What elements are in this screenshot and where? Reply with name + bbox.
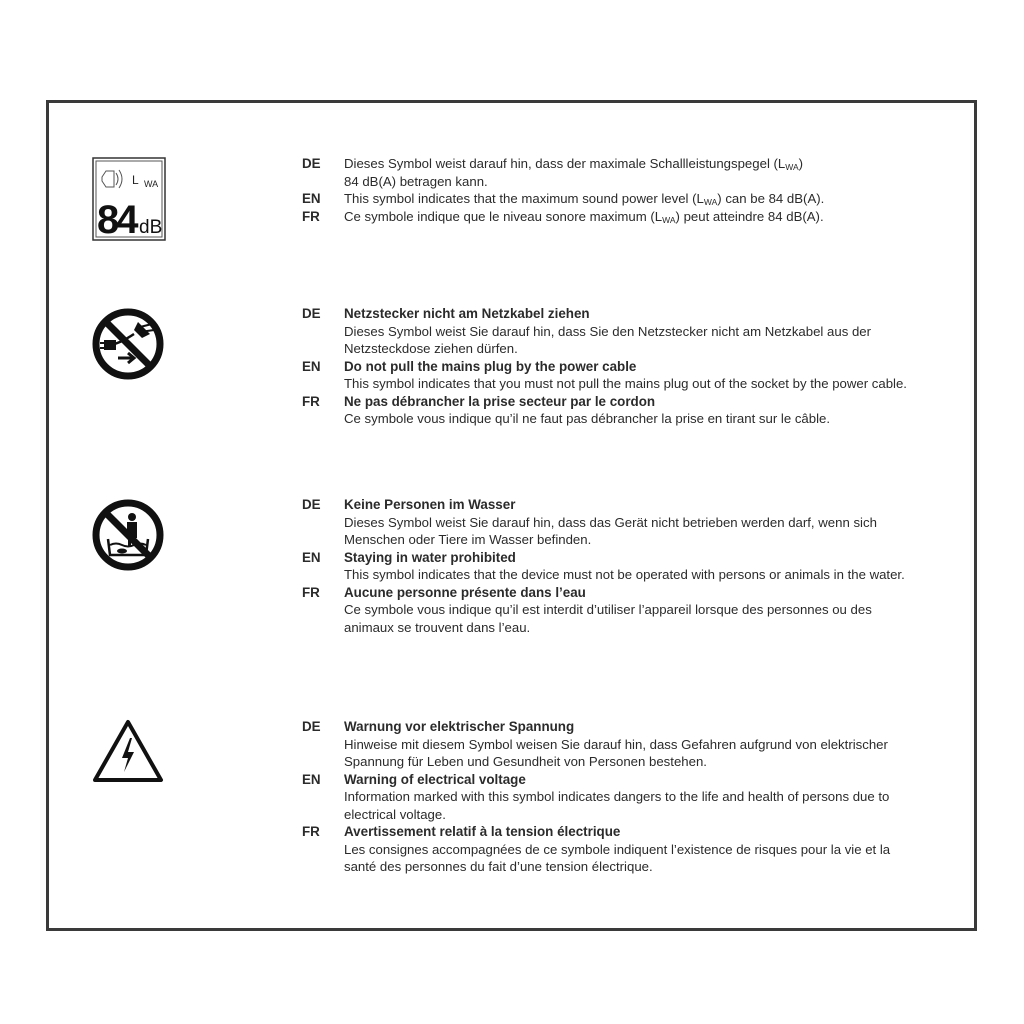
no-persons-water-text [302,496,972,636]
lang-code: EN [302,191,321,206]
entry-title: Aucune personne présente dans l’eau [344,584,586,600]
body-text: animaux se trouvent dans l’eau. [344,619,531,635]
entry-title: Netzstecker nicht am Netzkabel ziehen [344,306,590,321]
body-text: Netzsteckdose ziehen dürfen. [344,341,518,356]
body-text: ) peut atteindre 84 dB(A). [675,208,824,224]
entry-fr [302,584,972,637]
body-text: Menschen oder Tiere im Wasser befinden. [344,532,592,547]
entry-de [302,155,972,190]
lang-code: DE [302,497,321,512]
body-text: Dieses Symbol weist Sie darauf hin, dass Sie den Netzstecker nicht am Netzkabel aus der [344,323,872,339]
entry-title: Keine Personen im Wasser [344,497,516,512]
entry-de [302,305,972,358]
subscript: WA [703,197,718,207]
electrical-voltage-warning-icon [92,718,164,784]
no-persons-in-water-icon [92,499,164,571]
entry-fr [302,823,972,876]
lang-code: EN [302,771,321,787]
entry-en [302,549,972,584]
body-text: Hinweise mit diesem Symbol weisen Sie darauf hin, dass Gefahren aufgrund von elektrischer [344,736,888,752]
entry-de [302,496,972,549]
entry-title: Ne pas débrancher la prise secteur par le cordon [344,393,656,409]
body-text: electrical voltage. [344,806,446,822]
sound-power-level-icon [92,157,166,241]
lang-code: DE [302,719,321,734]
entry-title: Warnung vor elektrischer Spannung [344,719,575,734]
lang-code: FR [302,393,320,409]
entry-de [302,718,972,771]
entry-fr [302,393,972,428]
body-text: Les consignes accompagnées de ce symbole indiquent l’existence de risques pour la vie et la [344,841,891,857]
electrical-warning-text [302,718,972,876]
no-pull-plug-by-cable-icon [92,308,164,380]
body-text: Spannung für Leben und Gesundheit von Personen bestehen. [344,754,707,769]
entry-fr [302,208,972,226]
icon-unit: dB [139,217,163,238]
icon-wa-label: WA [144,179,159,189]
body-text: Ce symbole vous indique qu’il est interdit d’utiliser l’appareil lorsque des personnes ou des [344,602,872,617]
body-text: Dieses Symbol weist Sie darauf hin, dass das Gerät nicht betrieben werden darf, wenn sich [344,514,877,530]
entry-title: Staying in water prohibited [344,549,516,565]
body-text: Information marked with this symbol indicates dangers to the life and health of persons due to [344,789,890,804]
lang-code: EN [302,549,321,565]
lang-code: EN [302,358,321,374]
lang-code: FR [302,208,320,224]
body-text: This symbol indicates that you must not pull the mains plug out of the socket by the power cable. [344,376,907,391]
icon-value: 84 [97,198,136,241]
entry-title: Warning of electrical voltage [344,771,526,787]
entry-en [302,190,972,208]
lang-code: DE [302,306,321,321]
entry-title: Do not pull the mains plug by the power cable [344,358,637,374]
body-text: 84 dB(A) betragen kann. [344,173,488,189]
lang-code: FR [302,824,320,839]
body-text: Dieses Symbol weist darauf hin, dass der maximale Schallleistungspegel (L [344,156,786,171]
lang-code: FR [302,584,320,600]
body-text: ) can be 84 dB(A). [717,191,825,206]
entry-en [302,771,972,824]
entry-en [302,358,972,393]
body-text: Ce symbole vous indique qu’il ne faut pas débrancher la prise en tirant sur le câble. [344,411,831,426]
lang-code: DE [302,156,321,171]
entry-title: Avertissement relatif à la tension électrique [344,824,621,839]
icon-l-label: L [132,173,139,187]
sound-power-text [302,155,972,225]
subscript: WA [785,162,799,172]
no-pull-plug-text [302,305,972,428]
body-text: ) [798,156,804,171]
body-text: Ce symbole indique que le niveau sonore maximum (L [344,208,663,224]
body-text: This symbol indicates that the device must not be operated with persons or animals in the water. [344,567,905,582]
body-text: santé des personnes du fait d’une tension électrique. [344,859,653,874]
subscript: WA [662,214,676,225]
body-text: This symbol indicates that the maximum sound power level (L [344,191,704,206]
